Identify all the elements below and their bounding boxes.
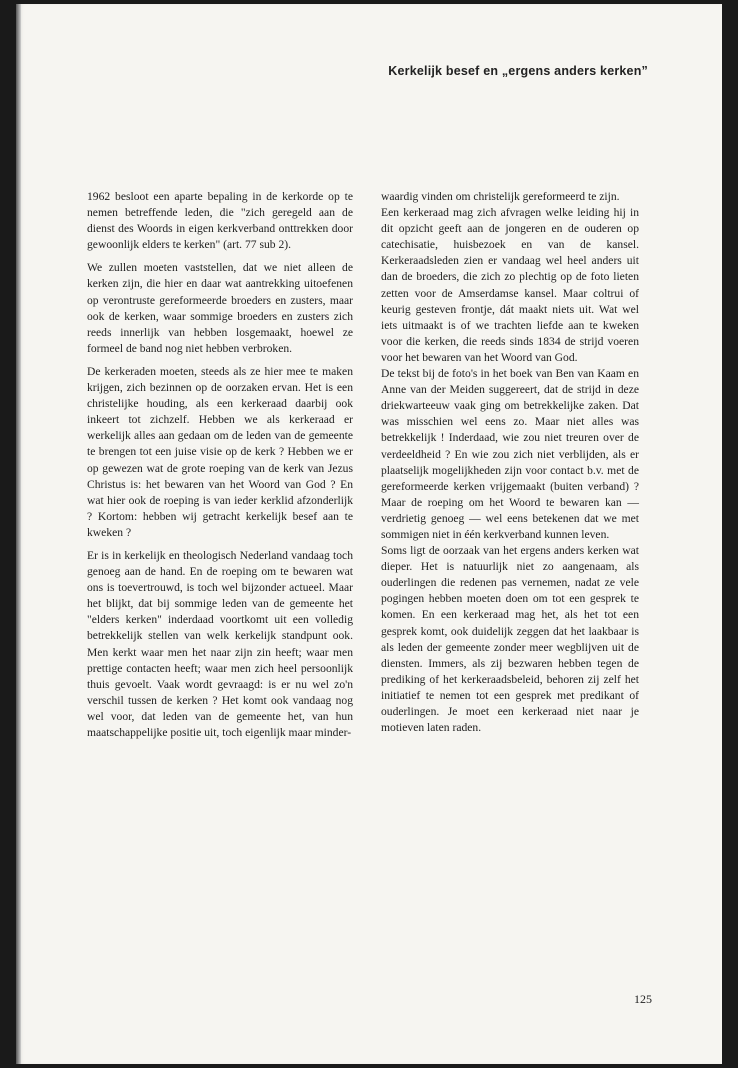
right-text-column xyxy=(381,189,639,736)
paragraph: 1962 besloot een aparte bepaling in de kerkorde op te nemen betreffende leden, die "zich geregeld aan de dienst des Woords in eigen kerkverband onttrekken door gewoonlijk elders te kerken" (art. 77 sub 2). xyxy=(87,190,353,252)
paragraph: Een kerkeraad mag zich afvragen welke leiding hij in dit opzicht geeft aan de jongeren en de ouderen op catechisatie, huisbezoek en van de kansel. Kerkeraadsleden zien er vandaag wel heel anders uit dan de broeders, die zich zo plechtig op de foto lieten zetten voor de Amserdamse kansel. Maar coltrui of keurig gesteven frontje, dát maakt niets uit. Wat wel iets uitmaakt is of we trachten liefde aan te kweken voor die kerken, die reeds sinds 1834 de strijd voeren voor het bewaren van het Woord van God. xyxy=(381,206,639,364)
paragraph: We zullen moeten vaststellen, dat we niet alleen de kerken zijn, die hier en daar wat aantrekking uitoefenen op verontruste gereformeerde broeders en zusters, maar ook de kerken, waar sommige broeders en zusters zich reeds innerlijk van hebben losgemaakt, hoewel ze formeel de band nog niet hebben verbroken. xyxy=(87,261,353,355)
paragraph: Er is in kerkelijk en theologisch Nederland vandaag toch genoeg aan de hand. En de roeping om te bewaren wat ons is toevertrouwd, is toch wel bijzonder actueel. Maar het blijkt, dat bij sommige leden van de gemeente het "elders kerken" inderdaad voortkomt uit een volledig betrekkelijk stellen van welk kerkelijk standpunt ook. Men kerkt waar men het naar zijn zin heeft; waar men prettige contacten heeft; waar men zich heel persoonlijk thuis gevoelt. Vaak wordt gevraagd: is er nu wel zo'n verschil tussen de kerken ? Het komt ook vandaag nog wel voor, dat leden van de gemeente het, van hun maatschappelijke positie uit, toch eigenlijk maar minder- xyxy=(87,548,353,739)
running-head: Kerkelijk besef en „ergens anders kerken” xyxy=(388,64,648,78)
page-bottom-edge xyxy=(16,1064,722,1068)
paragraph: De kerkeraden moeten, steeds als ze hier mee te maken krijgen, zich bezinnen op de oorzaken ervan. Het is een christelijke houding, als een kerkeraad daarbij ook inkeert tot zichzelf. Hebben we als kerkeraad er werkelijk alles aan gedaan om de leden van de gemeente te brengen tot een juise visie op de kerk ? Hebben we er op gewezen wat de grote roeping van de kerk van Jezus Christus is: het bewaren van het Woord van God ? En wat hier ook de roeping is van ieder kerklid afzonderlijk ? Kortom: hebben wij getracht kerkelijk besef aan te kweken ? xyxy=(87,364,353,539)
page-binding-edge xyxy=(16,4,21,1064)
paragraph: De tekst bij de foto's in het boek van Ben van Kaam en Anne van der Meiden suggereert, dat de strijd in deze driekwarteeuw vaak ging om betrekkelijke zaken. Dat was misschien wel eens zo. Maar niet alles was betrekkelijk ! Inderdaad, wie zou niet treuren over de verdeeldheid ? En wie zou zich niet verblijden, als er plaatselijk mogelijkheden zijn voor contact b.v. met de gereformeerde kerken vrijgemaakt (buiten verband) ? Maar de roeping om het Woord te bewaren kan — verdrietig genoeg — wel eens betekenen dat we met sommigen niet in één kerkverband kunnen leven. xyxy=(381,367,639,541)
page-number: 125 xyxy=(634,992,652,1006)
paragraph: Soms ligt de oorzaak van het ergens anders kerken wat dieper. Het is natuurlijk niet zo aangenaam, als ouderlingen die redenen pas vernemen, nadat ze vele pogingen hebben moeten doen om tot een gesprek te komen. En een kerkeraad mag het, als het tot een gesprek komt, ook duidelijk zeggen dat het laakbaar is als leden der gemeente zonder meer wegblijven uit de diensten. Immers, als zij bezwaren hebben tegen de prediking of het kerkeraadsbeleid, behoren zij zelf het initiatief te nemen tot een gesprek met predikant of ouderlingen. Je moet een kerkeraad niet naar je motieven laten raden. xyxy=(381,544,639,735)
paragraph: waardig vinden om christelijk gereformeerd te zijn. xyxy=(381,190,620,203)
left-text-column xyxy=(87,189,353,748)
